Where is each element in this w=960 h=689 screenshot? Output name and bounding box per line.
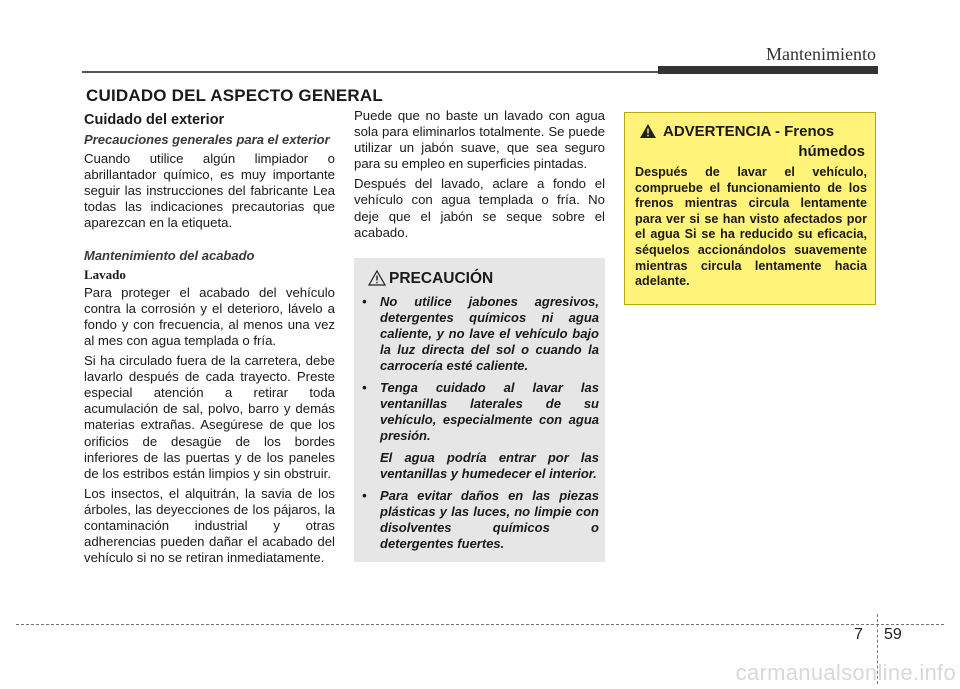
caution-box [354, 258, 605, 562]
bullet: • [362, 488, 367, 503]
paragraph: Puede que no baste un lavado con agua sola para eliminarlos totalmente. Se puede utilizar un jabón suave, que sea seguro para su empleo en superficies pintadas. [354, 108, 605, 172]
watermark: carmanualsonline.info [735, 660, 956, 685]
header-title: Mantenimiento [766, 44, 876, 64]
warning-title: ADVERTENCIA - Frenos [663, 123, 835, 140]
subheading-general-precautions: Precauciones generales para el exterior [84, 132, 330, 148]
list-item: El agua podría entrar por las ventanillas y humedecer el interior. [380, 450, 599, 481]
paragraph: Después del lavado, aclare a fondo el vehículo con agua templada o fría. No deje que el jabón se seque sobre el acabado. [354, 176, 605, 240]
page-chapter: 7 [854, 626, 863, 643]
bullet: • [362, 380, 367, 395]
list-item: • No utilice jabones agresivos, detergentes químicos ni agua caliente, y no lave el vehículo bajo la luz directa del sol o cuando la carrocería esté caliente. [362, 294, 599, 373]
paragraph: Si ha circulado fuera de la carretera, debe lavarlo después de cada trayecto. Preste especial atención a retirar toda acumulación de sal, polvo, barro y demás materias extrañas. Asegúrese de que los orificios de desagüe de los bordes inferiores de las puertas y de los paneles de los estribos están limpios y sin obstruir. [84, 353, 335, 481]
warning-triangle-icon [639, 123, 657, 139]
column-left [84, 112, 335, 570]
paragraph: Cuando utilice algún limpiador o abrillantador químico, es muy importante seguir las instrucciones del fabricante Lea todas las indicaciones precautorias que aparezcan en la etiqueta. [84, 151, 335, 231]
header-rule [82, 71, 660, 73]
warning-title-line2: húmedos [798, 143, 865, 160]
list-item: • Tenga cuidado al lavar las ventanillas laterales de su vehículo, especialmente con agua presión. [362, 380, 599, 443]
bullet: • [362, 294, 367, 309]
caution-list [362, 294, 599, 558]
subheading-washing: Lavado [84, 266, 126, 282]
subheading-finish-maintenance: Mantenimiento del acabado [84, 247, 255, 263]
column-middle [354, 108, 605, 245]
header-rule-thick [658, 66, 878, 74]
section-title: CUIDADO DEL ASPECTO GENERAL [86, 86, 383, 105]
heading-exterior-care: Cuidado del exterior [84, 112, 225, 128]
page-number: 59 [884, 626, 902, 643]
footer-rule [16, 624, 944, 625]
warning-box [624, 112, 876, 305]
caution-title: PRECAUCIÓN [389, 270, 494, 287]
warning-body: Después de lavar el vehículo, compruebe el funcionamiento de los frenos mientras circula lentamente para ver si se han visto afectados por el agua Si se ha reducido su eficacia, séquelos accionándolos suavemente mientras circula lentamente hacia adelante. [635, 165, 867, 289]
caution-triangle-icon [368, 270, 386, 286]
paragraph: Los insectos, el alquitrán, la savia de los árboles, las deyecciones de los pájaros, la contaminación industrial y otras adherencias pueden dañar el acabado del vehículo si no se retiran inmediatamente. [84, 485, 335, 566]
paragraph: Para proteger el acabado del vehículo contra la corrosión y el deterioro, lávelo a fondo y con frecuencia, al menos una vez al mes con agua templada o fría. [84, 284, 335, 348]
list-item: • Para evitar daños en las piezas plásticas y las luces, no limpie con disolventes químicos o detergentes fuertes. [362, 488, 599, 551]
